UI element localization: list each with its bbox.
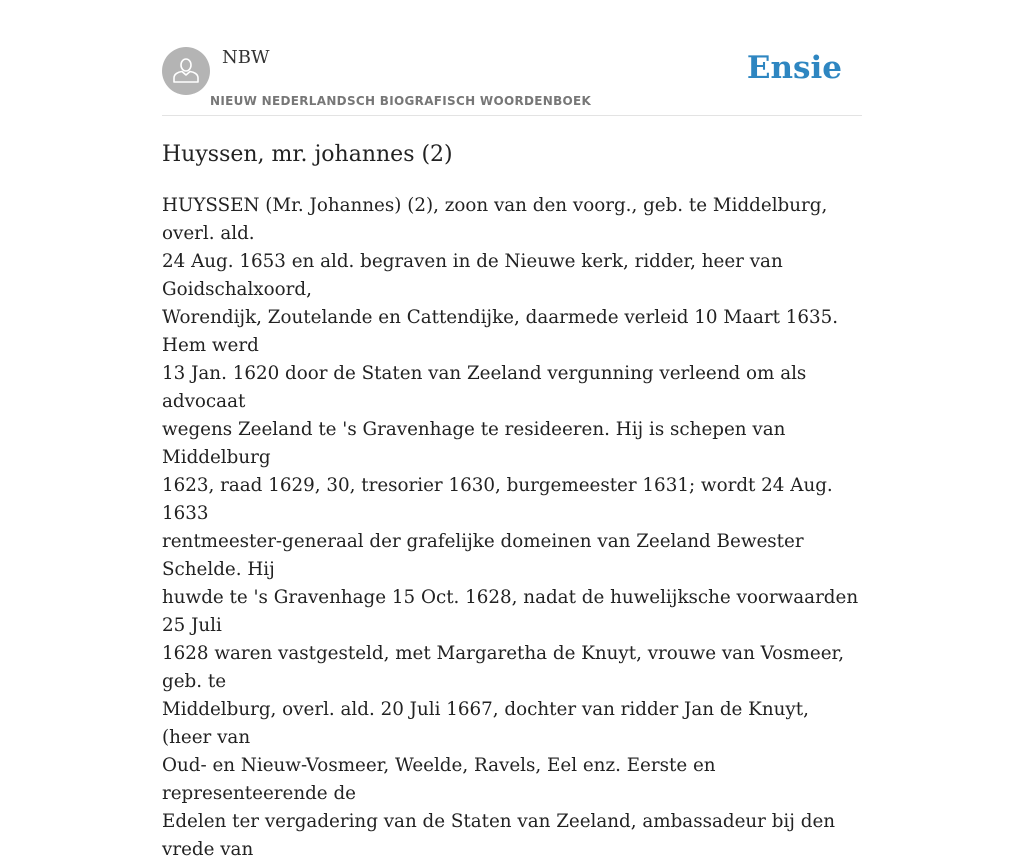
article-line: Oud- en Nieuw-Vosmeer, Weelde, Ravels, Eel enz. Eerste en representeerende de [162, 755, 716, 804]
source-abbr[interactable]: NBW [222, 47, 270, 68]
source-full-name[interactable]: NIEUW NEDERLANDSCH BIOGRAFISCH WOORDENBOEK [210, 94, 592, 108]
article-line: wegens Zeeland te 's Gravenhage te resideeren. Hij is schepen van Middelburg [162, 419, 786, 468]
user-icon [162, 47, 210, 95]
article-line: 13 Jan. 1620 door de Staten van Zeeland vergunning verleend om als advocaat [162, 363, 807, 412]
article-line: Edelen ter vergadering van de Staten van Zeeland, ambassadeur bij den vrede van [162, 811, 836, 860]
article-line: huwde te 's Gravenhage 15 Oct. 1628, nadat de huwelijksche voorwaarden 25 Juli [162, 587, 859, 636]
article-line: Worendijk, Zoutelande en Cattendijke, daarmede verleid 10 Maart 1635. Hem werd [162, 307, 839, 356]
source-avatar[interactable] [162, 47, 210, 95]
article-line: 1628 waren vastgesteld, met Margaretha de Knuyt, vrouwe van Vosmeer, geb. te [162, 643, 845, 692]
article-body [162, 192, 862, 864]
article-line: 24 Aug. 1653 en ald. begraven in de Nieuwe kerk, ridder, heer van Goidschalxoord, [162, 251, 783, 300]
article-line: 1623, raad 1629, 30, tresorier 1630, burgemeester 1631; wordt 24 Aug. 1633 [162, 475, 833, 524]
article-line: Middelburg, overl. ald. 20 Juli 1667, dochter van ridder Jan de Knuyt, (heer van [162, 699, 809, 748]
article-title: Huyssen, mr. johannes (2) [162, 142, 453, 167]
article-line: rentmeester-generaal der grafelijke domeinen van Zeeland Bewester Schelde. Hij [162, 531, 804, 580]
page [162, 0, 862, 860]
ensie-logo[interactable]: Ensie [746, 50, 842, 86]
source-header [162, 0, 862, 116]
article-line: HUYSSEN (Mr. Johannes) (2), zoon van den voorg., geb. te Middelburg, overl. ald. [162, 195, 828, 244]
